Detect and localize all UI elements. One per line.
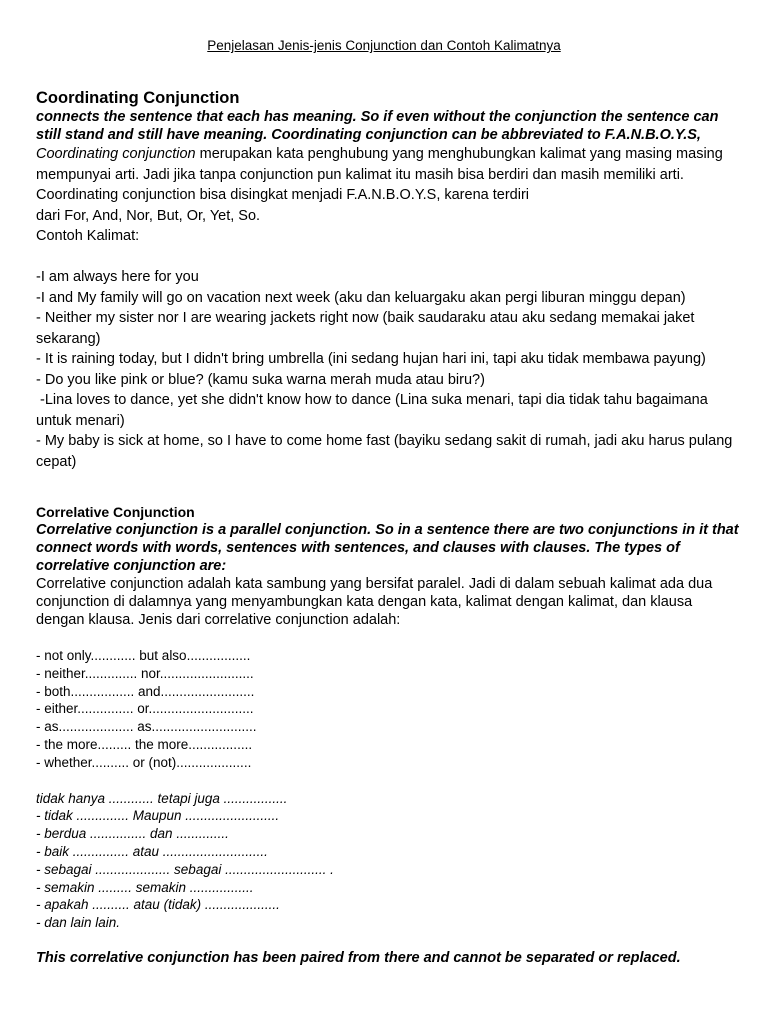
example-item: - It is raining today, but I didn't bring umbrella (ini sedang hujan hari ini, tapi aku tidak membawa payung)	[36, 351, 706, 367]
pair-item: - sebagai .................... sebagai ........................... .	[36, 861, 334, 877]
example-item: -Lina loves to dance, yet she didn't know how to dance (Lina suka menari, tapi dia tidak tahu bagaimana untuk menari)	[36, 392, 712, 429]
correlative-section	[36, 503, 741, 932]
pair-item: - both................. and.........................	[36, 683, 255, 699]
pair-item: - dan lain lain.	[36, 915, 121, 931]
correlative-indonesian-definition: Correlative conjunction adalah kata sambung yang bersifat paralel. Jadi di dalam sebuah kalimat ada dua conjunction di dalamnya yang menyambungkan kata dengan kata, kalimat dengan kalimat, dan klausa dengan klausa. Jenis dari correlative conjunction adalah:	[36, 576, 713, 628]
correlative-pairs-indonesian	[36, 790, 741, 932]
correlative-heading: Correlative Conjunction	[36, 504, 195, 520]
coordinating-section	[36, 88, 741, 472]
coordinating-term: Coordinating conjunction	[36, 146, 196, 162]
coordinating-heading: Coordinating Conjunction	[36, 89, 240, 107]
example-item: -I am always here for you	[36, 269, 199, 285]
coordinating-examples-list	[36, 267, 741, 472]
pair-item: - berdua ............... dan ..............	[36, 826, 229, 842]
coordinating-english-definition: connects the sentence that each has meaning. So if even without the conjunction the sentence can still stand and still have meaning. Coordinating conjunction can be abbreviated to F.A.N.B.O.Y.S,	[36, 109, 719, 143]
example-item: -I and My family will go on vacation next week (aku dan keluargaku akan pergi liburan minggu depan)	[36, 289, 686, 306]
correlative-pairs-english	[36, 647, 741, 772]
pair-item: - neither.............. nor.........................	[36, 665, 254, 681]
pair-item: - tidak .............. Maupun .........................	[36, 808, 280, 824]
pair-item: - either............... or............................	[36, 701, 254, 717]
pair-item: - apakah .......... atau (tidak) ....................	[36, 897, 280, 913]
example-item: - My baby is sick at home, so I have to come home fast (bayiku sedang sakit di rumah, jadi aku harus pulang cepat)	[36, 433, 733, 470]
pair-item: - baik ............... atau ............................	[36, 843, 268, 859]
coordinating-definition-text: merupakan kata penghubung yang menghubungkan kalimat yang masing masing mempunyai arti. Jadi jika tanpa conjunction pun kalimat itu masih bisa berdiri dan masih memiliki arti. Coordinating conjunction bisa disingkat menjadi F.A.N.B.O.Y.S, karena terdiri	[36, 146, 723, 203]
pair-item: - semakin ......... semakin .................	[36, 879, 254, 895]
correlative-english-definition: Correlative conjunction is a parallel conjunction. So in a sentence there are two conjunctions in it that connect words with words, sentences with sentences, and clauses with clauses. The types of correlative conjunction are:	[36, 522, 739, 574]
pair-item: - whether.......... or (not)....................	[36, 754, 252, 770]
pair-item: - as.................... as............................	[36, 719, 257, 735]
pair-item: - not only............ but also.................	[36, 648, 251, 663]
pair-item: tidak hanya ............ tetapi juga .................	[36, 790, 288, 806]
pair-item: - the more......... the more.................	[36, 736, 253, 752]
example-item: - Neither my sister nor I are wearing jackets right now (baik saudaraku atau aku sedang memakai jaket sekarang)	[36, 310, 695, 347]
example-item: - Do you like pink or blue? (kamu suka warna merah muda atau biru?)	[36, 371, 485, 388]
coordinating-indonesian-definition	[36, 144, 741, 206]
examples-label: Contoh Kalimat:	[36, 228, 140, 244]
page-title: Penjelasan Jenis-jenis Conjunction dan Contoh Kalimatnya	[207, 38, 561, 53]
fanboys-line: dari For, And, Nor, But, Or, Yet, So.	[36, 207, 261, 224]
closing-statement: This correlative conjunction has been paired from there and cannot be separated or replaced.	[36, 950, 681, 966]
